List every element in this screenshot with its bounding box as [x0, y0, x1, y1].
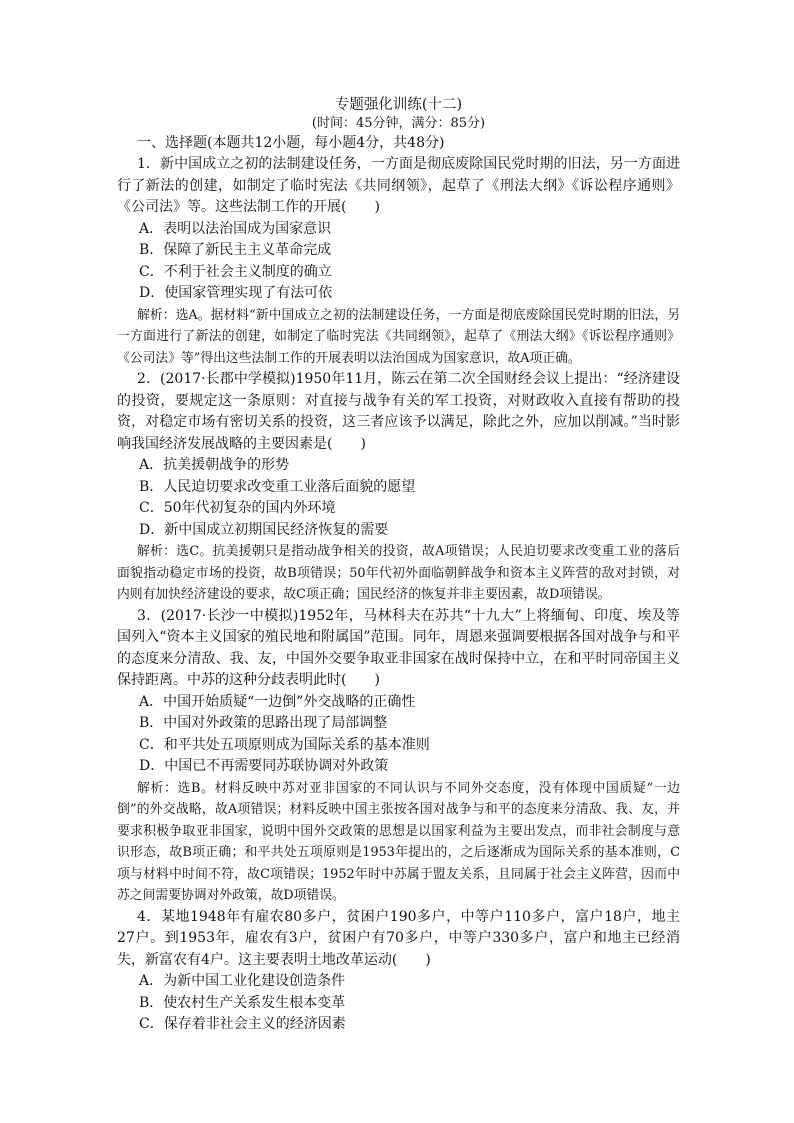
- section-heading: 一、选择题(本题共12小题，每小题4分，共48分): [137, 135, 445, 151]
- document-page: [117, 96, 680, 1036]
- question-4: [117, 907, 680, 1036]
- option-b: B．人民迫切要求改变重工业落后面貌的愿望: [139, 478, 416, 495]
- option-c: C．不利于社会主义制度的确立: [139, 263, 332, 280]
- question-stem: 4．某地1948年有雇农80多户，贫困户190多户，中等户110多户，富户18户，地主27户。到1953年，雇农有3户，贫困户有70多户，中等户330多户，富户和地主已经消失，新富农有4户。这主要表明土地改革运动( ): [117, 908, 680, 968]
- option-b: B．保障了新民主主义革命完成: [139, 242, 332, 258]
- option-d: D．中国已不再需要同苏联协调对外政策: [139, 758, 389, 774]
- option-c: C．和平共处五项原则成为国际关系的基本准则: [139, 736, 430, 753]
- analysis: 解析：选A。据材料“新中国成立之初的法制建设任务，一方面是彻底废除国民党时期的旧法，另一方面进行了新法的创建，如制定了临时宪法《共同纲领》，起草了《刑法大纲》《诉讼程序通则》《公司法》等”得出这些法制工作的开展表明以法治国成为国家意识，故A项正确。: [117, 307, 680, 366]
- question-stem: 2．(2017·长郡中学模拟)1950年11月，陈云在第二次全国财经会议上提出：“经济建设的投资，要规定这一条原则：对直接与战争有关的军工投资，对财政收入直接有帮助的投资，对稳定市场有密切关系的投资，这三者应该予以满足，除此之外，应加以削减。”当时影响我国经济发展战略的主要因素是( ): [117, 371, 680, 452]
- option-a: A．为新中国工业化建设创造条件: [139, 973, 346, 989]
- question-3: [117, 606, 680, 907]
- option-c: C．保存着非社会主义的经济因素: [139, 1016, 346, 1032]
- page-title: 专题强化训练(十二): [334, 97, 463, 113]
- question-stem: 1．新中国成立之初的法制建设任务，一方面是彻底废除国民党时期的旧法，另一方面进行了新法的创建，如制定了临时宪法《共同纲领》，起草了《刑法大纲》《诉讼程序通则》《公司法》等。这些法制工作的开展( ): [117, 156, 680, 215]
- analysis: 解析：选B。材料反映中苏对亚非国家的不同认识与不同外交态度，没有体现中国质疑“一边倒”的外交战略，故A项错误；材料反映中国主张按各国对战争与和平的态度来分清敌、我、友，并要求积极争取亚非国家，说明中国外交政策的思想是以国家利益为主要出发点，而非社会制度与意识形态，故B项正确；和平共处五项原则是1953年提出的，之后逐渐成为国际关系的基本准则，C项与材料中时间不符，故C项错误；1952年时中苏属于盟友关系，且同属于社会主义阵营，因而中苏之间需要协调对外政策，故D项错误。: [117, 780, 680, 903]
- question-1: [117, 154, 680, 369]
- time-score-note: (时间：45分钟，满分：85分): [311, 116, 486, 131]
- option-d: D．使国家管理实现了有法可依: [139, 285, 333, 301]
- option-b: B．中国对外政策的思路出现了局部调整: [139, 715, 388, 731]
- option-b: B．使农村生产关系发生根本变革: [139, 994, 346, 1011]
- analysis: 解析：选C。抗美援朝只是指动战争相关的投资，故A项错误；人民迫切要求改变重工业的落后面貌指动稳定市场的投资，故B项错误；50年代初外面临朝鲜战争和资本主义阵营的敌对封锁，对内则有加快经济建设的要求，故C项正确；国民经济的恢复并非主要因素，故D项错误。: [117, 544, 680, 602]
- option-a: A．表明以法治国成为国家意识: [139, 220, 332, 237]
- question-2: [117, 369, 680, 606]
- option-a: A．抗美援朝战争的形势: [139, 457, 290, 473]
- option-c: C．50年代初复杂的国内外环境: [139, 500, 336, 516]
- option-a: A．中国开始质疑“一边倒”外交战略的正确性: [139, 693, 416, 710]
- question-stem: 3．(2017·长沙一中模拟)1952年，马林科夫在苏共“十九大”上将缅甸、印度、埃及等国列入“资本主义国家的殖民地和附属国”范围。同年，周恩来强调要根据各国对战争与和平的态度来分清敌、我、友，中国外交要争取亚非国家在战时保持中立，在和平时同帝国主义保持距离。中苏的这种分歧表明此时( ): [117, 607, 680, 688]
- option-d: D．新中国成立初期国民经济恢复的需要: [139, 521, 389, 538]
